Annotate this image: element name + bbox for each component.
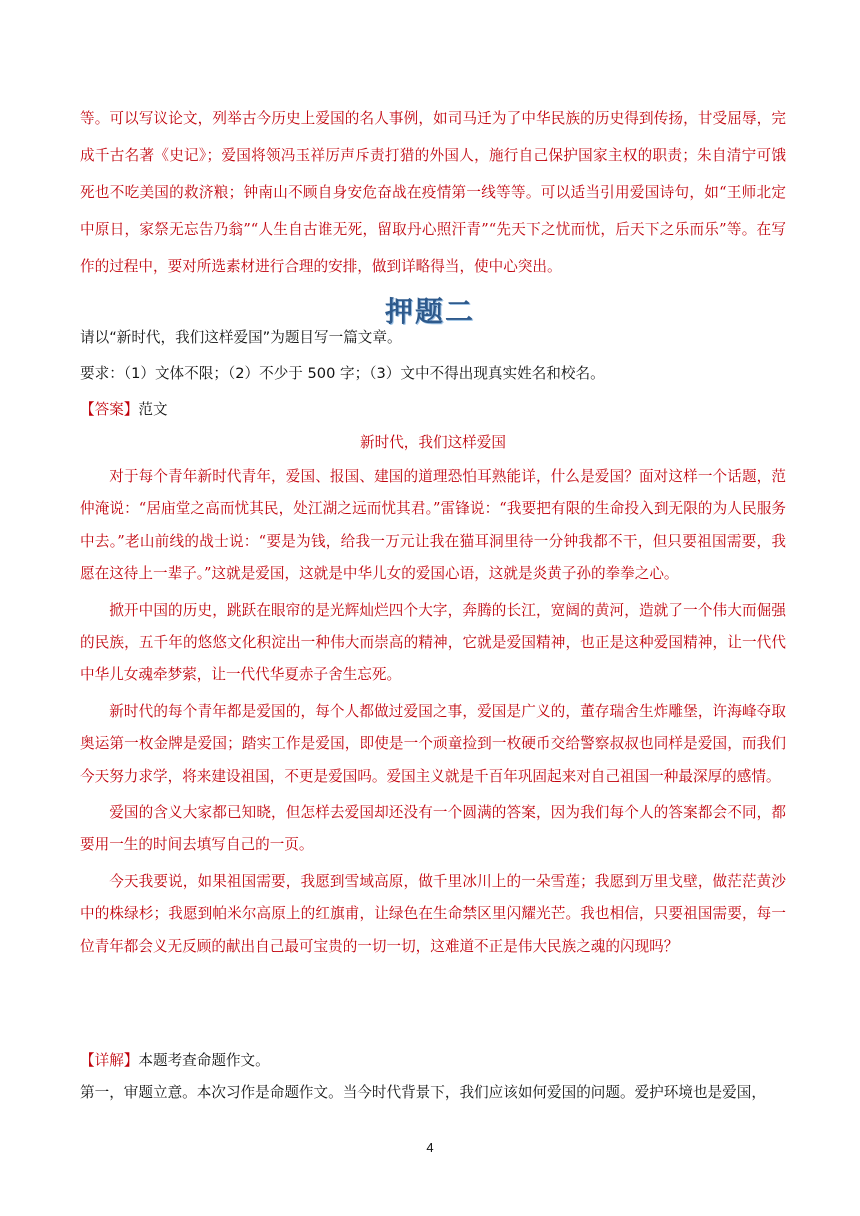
intro-paragraph: 等。可以写议论文，列举古今历史上爱国的名人事例，如司马迁为了中华民族的历史得到传扬，甘受屈辱，完成千古名著《史记》；爱国将领冯玉祥厉声斥责打猎的外国人，施行自己保护国家主权的职责；朱自清宁可饿死也不吃美国的救济粮；钟南山不顾自身安危奋战在疫情第一线等等。可以适当引用爱国诗句，如“王师北定中原日，家祭无忘告乃翁”“人生自古谁无死，留取丹心照汗青”“先天下之忧而忧，后天下之乐而乐”等。在写作的过程中，要对所选素材进行合理的安排，做到详略得当，使中心突出。 [80,110,786,275]
detail-label: 本题考查命题作文。 [138,1052,270,1069]
section-heading-text: 押题二 [384,295,475,328]
essay-paragraph: 今天我要说，如果祖国需要，我愿到雪域高原，做千里冰川上的一朵雪莲；我愿到万里戈壁，做茫茫黄沙中的株绿杉；我愿到帕米尔高原上的红旗甫，让绿色在生命禁区里闪耀光芒。我也相信，只要祖国需要，每一位青年都会义无反顾的献出自己最可宝贵的一切一切，这难道不正是伟大民族之魂的闪现吗？ [80,872,786,955]
essay-title: 新时代，我们这样爱国 [360,434,506,451]
page-number: 4 [426,1140,434,1155]
section-heading [0,290,860,330]
detail-section [80,1045,786,1109]
detail-heading [80,1045,786,1077]
essay-body [80,461,786,967]
detail-line: 第一，审题立意。本次习作是命题作文。当今时代背景下，我们应该如何爱国的问题。爱护环境也是爱国， [80,1084,766,1101]
essay-paragraph: 新时代的每个青年都是爱国的，每个人都做过爱国之事，爱国是广义的，董存瑞舍生炸雕堡，许海峰夺取奥运第一枚金牌是爱国；踏实工作是爱国，即使是一个顽童捡到一枚硬币交给警察叔叔也同样是爱国，而我们今天努力求学，将来建设祖国，不更是爱国吗。爱国主义就是千百年巩固起来对自己祖国一种最深厚的感情。 [80,702,786,785]
answer-label: 范文 [138,401,168,418]
essay-paragraph: 掀开中国的历史，跳跃在眼帘的是光辉灿烂四个大字，奔腾的长江，宽阔的黄河，造就了一个伟大而倔强的民族，五千年的悠悠文化积淀出一种伟大而崇高的精神，它就是爱国精神，也正是这种爱国精神，让一代代中华儿女魂牵梦萦，让一代代华夏赤子舍生忘死。 [80,601,786,684]
essay-paragraph: 对于每个青年新时代青年，爱国、报国、建国的道理恐怕耳熟能详，什么是爱国？面对这样一个话题，范仲淹说：“居庙堂之高而忧其民，处江湖之远而忧其君。”雷锋说：“我要把有限的生命投入到无限的为人民服务中去。”老山前线的战士说：“要是为钱，给我一万元让我在猫耳洞里待一分钟我都不干，但只要祖国需要，我愿在这待上一辈子。”这就是爱国，这就是中华儿女的爱国心语，这就是炎黄子孙的拳拳之心。 [80,468,786,583]
essay-requirements: 要求：（1）文体不限；（2）不少于 500 字；（3）文中不得出现真实姓名和校名。 [80,365,605,382]
answer-tag: 【答案】 [80,401,139,418]
answer-line [80,400,786,420]
essay-prompt: 请以“新时代，我们这样爱国”为题目写一篇文章。 [80,329,402,346]
essay-paragraph: 爱国的含义大家都已知晓，但怎样去爱国却还没有一个圆满的答案，因为我们每个人的答案都会不同，都要用一生的时间去填写自己的一页。 [80,804,786,854]
detail-tag: 【详解】 [80,1052,139,1069]
